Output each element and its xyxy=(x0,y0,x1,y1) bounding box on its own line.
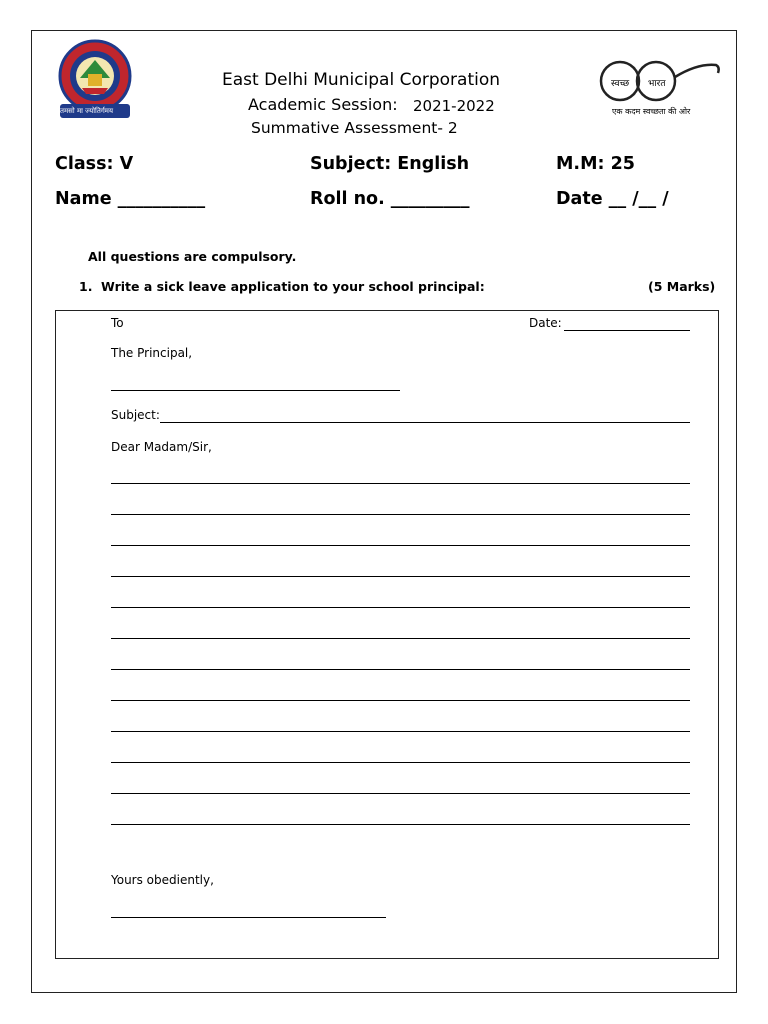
letter-salutation: Dear Madam/Sir, xyxy=(111,440,212,454)
letter-to: To xyxy=(111,316,124,330)
instructions: All questions are compulsory. xyxy=(88,249,297,264)
body-line[interactable] xyxy=(111,576,690,577)
body-line[interactable] xyxy=(111,793,690,794)
body-line[interactable] xyxy=(111,483,690,484)
letter-closing: Yours obediently, xyxy=(111,873,214,887)
body-line[interactable] xyxy=(111,638,690,639)
body-line[interactable] xyxy=(111,514,690,515)
question-marks: (5 Marks) xyxy=(648,279,716,294)
letter-subject-label: Subject: xyxy=(111,408,160,422)
body-line[interactable] xyxy=(111,762,690,763)
letter-date-label: Date: xyxy=(529,316,562,330)
exam-title: Summative Assessment- 2 xyxy=(251,119,458,137)
session-label: Academic Session: xyxy=(248,95,398,114)
class-field: Class: V xyxy=(55,154,134,174)
logo-motto: तमसो मा ज्योतिर्गमय xyxy=(60,107,114,115)
subject-line[interactable] xyxy=(160,422,690,423)
signature-line[interactable] xyxy=(111,917,386,918)
date-line[interactable] xyxy=(564,330,690,331)
body-line[interactable] xyxy=(111,700,690,701)
question-number: 1. xyxy=(79,279,93,294)
org-title: East Delhi Municipal Corporation xyxy=(222,70,501,90)
session-year: 2021-2022 xyxy=(413,97,495,115)
letter-principal: The Principal, xyxy=(111,346,193,360)
roll-no-field[interactable]: Roll no. _________ xyxy=(310,189,470,209)
school-name-line[interactable] xyxy=(111,390,400,391)
body-line[interactable] xyxy=(111,607,690,608)
body-line[interactable] xyxy=(111,545,690,546)
body-line[interactable] xyxy=(111,669,690,670)
swachh-tagline: एक कदम स्वच्छता की ओर xyxy=(612,107,691,116)
swachh-word: स्वच्छ xyxy=(611,79,630,89)
date-field[interactable]: Date __ /__ / xyxy=(556,189,669,209)
subject-field: Subject: English xyxy=(310,154,470,174)
body-line[interactable] xyxy=(111,731,690,732)
max-marks-field: M.M: 25 xyxy=(556,154,635,174)
bharat-word: भारत xyxy=(648,79,666,89)
question-text: Write a sick leave application to your school principal: xyxy=(101,279,485,294)
body-line[interactable] xyxy=(111,824,690,825)
name-field[interactable]: Name __________ xyxy=(55,189,206,209)
